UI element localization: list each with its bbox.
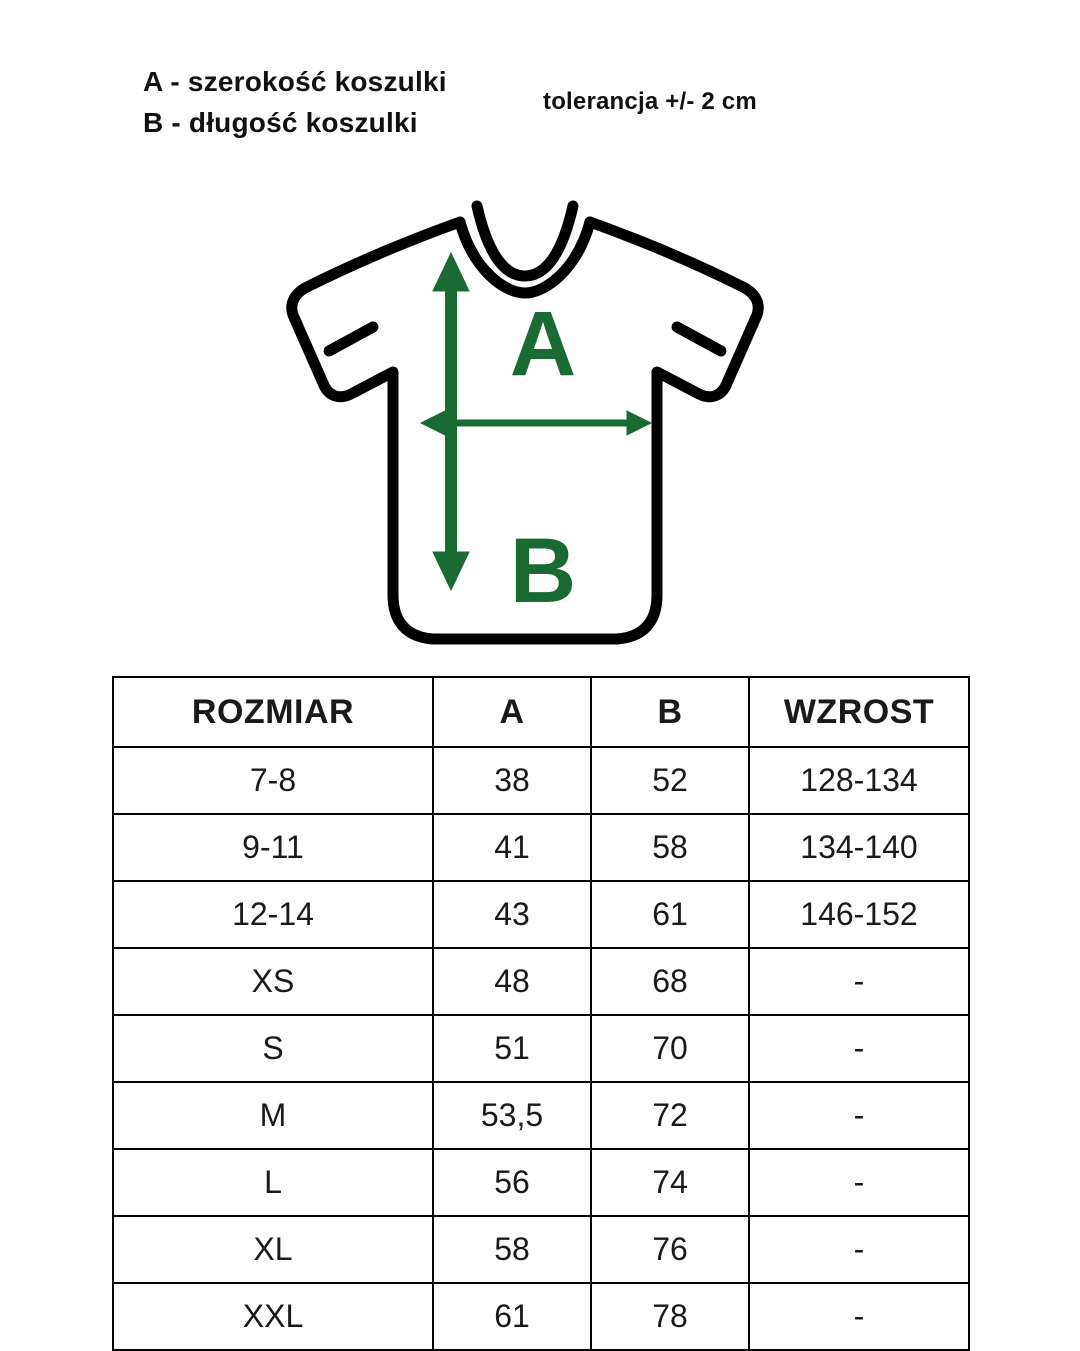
cell-size: M <box>113 1082 433 1149</box>
column-header-b: B <box>591 677 749 747</box>
column-header-height: WZROST <box>749 677 969 747</box>
cell-a: 41 <box>433 814 591 881</box>
table-row <box>113 1149 969 1216</box>
cell-height: - <box>749 1149 969 1216</box>
cell-height: 128-134 <box>749 747 969 814</box>
cell-size: 9-11 <box>113 814 433 881</box>
cell-height: - <box>749 1082 969 1149</box>
table-row <box>113 1082 969 1149</box>
table-row <box>113 747 969 814</box>
cell-a: 56 <box>433 1149 591 1216</box>
tshirt-diagram <box>255 175 795 655</box>
table-row <box>113 881 969 948</box>
cell-b: 70 <box>591 1015 749 1082</box>
label-a: A <box>509 293 577 395</box>
cell-height: - <box>749 1283 969 1350</box>
legend-line-length: B - długość koszulki <box>143 106 418 138</box>
cell-size: XS <box>113 948 433 1015</box>
cell-a: 38 <box>433 747 591 814</box>
tolerance-note: tolerancja +/- 2 cm <box>543 88 757 115</box>
cell-b: 74 <box>591 1149 749 1216</box>
column-header-size: ROZMIAR <box>113 677 433 747</box>
cell-a: 43 <box>433 881 591 948</box>
table-row <box>113 948 969 1015</box>
measurement-legend <box>143 62 447 143</box>
label-b: B <box>509 520 577 622</box>
size-chart-table <box>112 676 970 1351</box>
table-body <box>113 747 969 1350</box>
cell-b: 68 <box>591 948 749 1015</box>
cell-height: 134-140 <box>749 814 969 881</box>
cell-a: 58 <box>433 1216 591 1283</box>
column-header-a: A <box>433 677 591 747</box>
cell-size: L <box>113 1149 433 1216</box>
table-row <box>113 1216 969 1283</box>
cell-size: XXL <box>113 1283 433 1350</box>
cell-a: 53,5 <box>433 1082 591 1149</box>
cell-size: 12-14 <box>113 881 433 948</box>
cell-b: 76 <box>591 1216 749 1283</box>
cell-b: 58 <box>591 814 749 881</box>
cell-size: 7-8 <box>113 747 433 814</box>
cell-b: 78 <box>591 1283 749 1350</box>
cell-height: - <box>749 1015 969 1082</box>
cell-height: - <box>749 948 969 1015</box>
table-header-row <box>113 677 969 747</box>
cell-b: 72 <box>591 1082 749 1149</box>
cell-a: 51 <box>433 1015 591 1082</box>
cell-a: 61 <box>433 1283 591 1350</box>
cell-size: XL <box>113 1216 433 1283</box>
cell-height: - <box>749 1216 969 1283</box>
table-row <box>113 814 969 881</box>
table-row <box>113 1283 969 1350</box>
cell-a: 48 <box>433 948 591 1015</box>
cell-size: S <box>113 1015 433 1082</box>
legend-line-width: A - szerokość koszulki <box>143 66 447 97</box>
cell-b: 52 <box>591 747 749 814</box>
cell-height: 146-152 <box>749 881 969 948</box>
table-row <box>113 1015 969 1082</box>
cell-b: 61 <box>591 881 749 948</box>
